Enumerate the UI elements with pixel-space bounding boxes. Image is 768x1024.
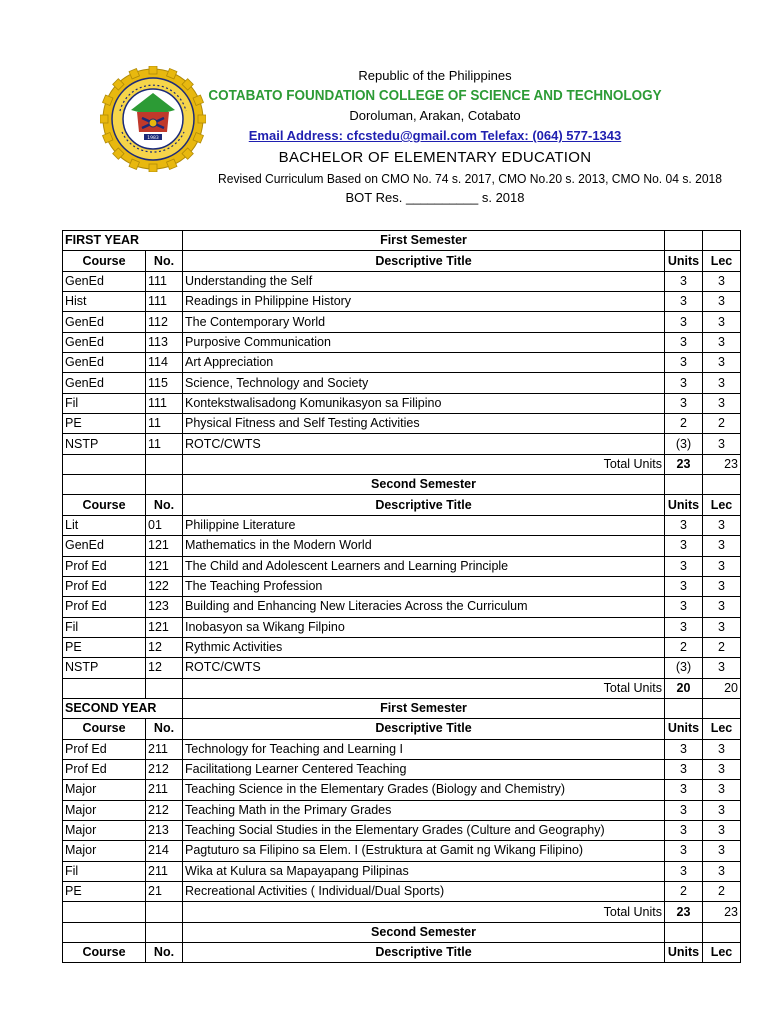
cell-no: 211 [146,739,183,759]
cell-course: Fil [63,617,146,637]
cell-no: 12 [146,658,183,678]
cell-lec: 3 [703,617,741,637]
cell-title: Wika at Kulura sa Mapayapang Pilipinas [183,861,665,881]
cell-lec: 3 [703,271,741,291]
table-row [63,882,741,902]
col-header-units: Units [665,495,703,515]
cell-course: Prof Ed [63,556,146,576]
cell-units: 3 [665,820,703,840]
cell-units: 3 [665,271,703,291]
total-label: Total Units [183,902,665,922]
header-contact-link[interactable]: Email Address: cfcstedu@gmail.com Telefax: (064) 577-1343 [248,128,622,143]
cell-lec: 3 [703,780,741,800]
cell-title: The Contemporary World [183,312,665,332]
col-header-course: Course [63,943,146,963]
cell-units: (3) [665,434,703,454]
cell-units: 3 [665,759,703,779]
header-program-title: BACHELOR OF ELEMENTARY EDUCATION [278,149,592,166]
cell-no: 212 [146,759,183,779]
semester-header-row [63,475,741,495]
cell-units: 3 [665,739,703,759]
cell-title: ROTC/CWTS [183,434,665,454]
col-header-lec: Lec [703,251,741,271]
cell-units: 3 [665,353,703,373]
header-college-name: COTABATO FOUNDATION COLLEGE OF SCIENCE AND TECHNOLOGY [208,88,662,104]
col-header-title: Descriptive Title [183,251,665,271]
cell-no: 211 [146,780,183,800]
column-header-row [63,495,741,515]
table-row [63,536,741,556]
cell-units: 3 [665,841,703,861]
cell-title: Physical Fitness and Self Testing Activities [183,414,665,434]
col-header-no: No. [146,251,183,271]
table-row [63,658,741,678]
cell-no: 121 [146,536,183,556]
cell-title: Facilitationg Learner Centered Teaching [183,759,665,779]
col-header-no: No. [146,719,183,739]
cell-course: PE [63,637,146,657]
col-header-course: Course [63,719,146,739]
year-label: FIRST YEAR [63,231,183,251]
seal-year-text: 1983 [147,136,159,141]
table-row [63,556,741,576]
cell-lec: 3 [703,353,741,373]
cell-units: 3 [665,597,703,617]
cell-lec: 3 [703,556,741,576]
col-header-lec: Lec [703,943,741,963]
cell-no: 213 [146,820,183,840]
cell-units: 3 [665,312,703,332]
cell-course: GenEd [63,332,146,352]
table-row [63,515,741,535]
table-row [63,820,741,840]
header-curriculum-basis: Revised Curriculum Based on CMO No. 74 s. 2017, CMO No.20 s. 2013, CMO No. 04 s. 2018 [218,171,722,186]
col-header-no: No. [146,495,183,515]
cell-lec: 3 [703,536,741,556]
cell-units: 3 [665,536,703,556]
cell-title: Building and Enhancing New Literacies Across the Curriculum [183,597,665,617]
semester-header-row [63,922,741,942]
cell-lec: 2 [703,882,741,902]
cell-title: Readings in Philippine History [183,292,665,312]
table-row [63,312,741,332]
total-row [63,454,741,474]
total-lec: 23 [703,454,741,474]
cell-lec: 3 [703,658,741,678]
cell-course: Prof Ed [63,576,146,596]
total-label: Total Units [183,678,665,698]
col-header-lec: Lec [703,719,741,739]
cell-course: Major [63,780,146,800]
cell-no: 01 [146,515,183,535]
cell-lec: 3 [703,597,741,617]
cell-course: Lit [63,515,146,535]
year-header-row [63,231,741,251]
cell-lec: 3 [703,576,741,596]
cell-units: 3 [665,292,703,312]
cell-units: 3 [665,556,703,576]
cell-no: 11 [146,414,183,434]
cell-title: The Child and Adolescent Learners and Learning Principle [183,556,665,576]
table-row [63,637,741,657]
column-header-row [63,943,741,963]
table-row [63,800,741,820]
cell-units: 3 [665,576,703,596]
col-header-title: Descriptive Title [183,495,665,515]
cell-no: 113 [146,332,183,352]
cell-no: 11 [146,434,183,454]
cell-lec: 2 [703,637,741,657]
cell-course: PE [63,414,146,434]
cell-no: 112 [146,312,183,332]
cell-course: Major [63,841,146,861]
cell-units: 3 [665,861,703,881]
cell-no: 115 [146,373,183,393]
cell-lec: 3 [703,861,741,881]
table-row [63,353,741,373]
cell-no: 12 [146,637,183,657]
cell-course: Fil [63,393,146,413]
cell-course: PE [63,882,146,902]
cell-title: Science, Technology and Society [183,373,665,393]
cell-no: 114 [146,353,183,373]
cell-units: 2 [665,882,703,902]
col-header-course: Course [63,495,146,515]
semester-label: Second Semester [183,922,665,942]
table-row [63,434,741,454]
cell-units: 2 [665,637,703,657]
cell-units: 3 [665,373,703,393]
header-bot-resolution: BOT Res. __________ s. 2018 [345,190,525,205]
cell-title: Pagtuturo sa Filipino sa Elem. I (Estruktura at Gamit ng Wikang Filipino) [183,841,665,861]
total-units: 23 [665,454,703,474]
cell-lec: 3 [703,800,741,820]
cell-title: Technology for Teaching and Learning I [183,739,665,759]
cell-units: 3 [665,617,703,637]
cell-lec: 3 [703,332,741,352]
table-row [63,393,741,413]
cell-course: GenEd [63,271,146,291]
table-row [63,617,741,637]
cell-no: 122 [146,576,183,596]
total-row [63,902,741,922]
total-lec: 20 [703,678,741,698]
cell-lec: 3 [703,393,741,413]
header-address: Doroluman, Arakan, Cotabato [349,108,521,123]
cell-title: Recreational Activities ( Individual/Dual Sports) [183,882,665,902]
cell-lec: 3 [703,312,741,332]
cell-no: 111 [146,271,183,291]
total-lec: 23 [703,902,741,922]
cell-title: The Teaching Profession [183,576,665,596]
year-header-row [63,698,741,718]
cell-units: 3 [665,780,703,800]
table-row [63,414,741,434]
cell-no: 211 [146,861,183,881]
col-header-course: Course [63,251,146,271]
cell-course: Hist [63,292,146,312]
cell-lec: 3 [703,373,741,393]
cell-units: (3) [665,658,703,678]
cell-no: 214 [146,841,183,861]
cell-lec: 3 [703,515,741,535]
cell-title: Mathematics in the Modern World [183,536,665,556]
cell-no: 121 [146,617,183,637]
cell-course: Prof Ed [63,759,146,779]
table-row [63,373,741,393]
table-row [63,841,741,861]
column-header-row [63,251,741,271]
cell-title: Kontekstwalisadong Komunikasyon sa Filipino [183,393,665,413]
col-header-title: Descriptive Title [183,719,665,739]
cell-no: 121 [146,556,183,576]
curriculum-table [62,230,741,963]
cell-course: Major [63,820,146,840]
cell-lec: 3 [703,739,741,759]
cell-units: 3 [665,332,703,352]
col-header-no: No. [146,943,183,963]
semester-label: First Semester [183,231,665,251]
cell-title: Inobasyon sa Wikang Filpino [183,617,665,637]
col-header-title: Descriptive Title [183,943,665,963]
cell-units: 3 [665,800,703,820]
cell-units: 3 [665,515,703,535]
cell-course: Fil [63,861,146,881]
cell-units: 2 [665,414,703,434]
cell-lec: 3 [703,841,741,861]
table-row [63,271,741,291]
cell-title: Teaching Social Studies in the Elementary Grades (Culture and Geography) [183,820,665,840]
cell-title: Teaching Math in the Primary Grades [183,800,665,820]
cell-title: Rythmic Activities [183,637,665,657]
cell-no: 123 [146,597,183,617]
cell-course: GenEd [63,373,146,393]
cell-course: Prof Ed [63,597,146,617]
cell-lec: 3 [703,434,741,454]
cell-course: GenEd [63,353,146,373]
table-row [63,759,741,779]
table-row [63,576,741,596]
cell-title: Purposive Communication [183,332,665,352]
total-units: 20 [665,678,703,698]
cell-lec: 3 [703,820,741,840]
table-row [63,739,741,759]
cell-lec: 3 [703,759,741,779]
cell-course: GenEd [63,312,146,332]
cell-lec: 3 [703,292,741,312]
cell-lec: 2 [703,414,741,434]
year-label: SECOND YEAR [63,698,183,718]
cell-title: ROTC/CWTS [183,658,665,678]
total-units: 23 [665,902,703,922]
semester-label: First Semester [183,698,665,718]
cell-title: Art Appreciation [183,353,665,373]
cell-no: 111 [146,292,183,312]
semester-label: Second Semester [183,475,665,495]
col-header-units: Units [665,943,703,963]
table-row [63,332,741,352]
header-republic: Republic of the Philippines [358,68,512,83]
table-row [63,597,741,617]
table-row [63,861,741,881]
cell-units: 3 [665,393,703,413]
cell-course: Prof Ed [63,739,146,759]
cell-title: Philippine Literature [183,515,665,535]
total-label: Total Units [183,454,665,474]
col-header-lec: Lec [703,495,741,515]
total-row [63,678,741,698]
table-row [63,292,741,312]
cell-course: GenEd [63,536,146,556]
cell-course: NSTP [63,658,146,678]
col-header-units: Units [665,251,703,271]
col-header-units: Units [665,719,703,739]
cell-no: 212 [146,800,183,820]
cell-title: Teaching Science in the Elementary Grades (Biology and Chemistry) [183,780,665,800]
cell-title: Understanding the Self [183,271,665,291]
column-header-row [63,719,741,739]
cell-course: Major [63,800,146,820]
cell-no: 111 [146,393,183,413]
table-row [63,780,741,800]
cell-no: 21 [146,882,183,902]
cell-course: NSTP [63,434,146,454]
